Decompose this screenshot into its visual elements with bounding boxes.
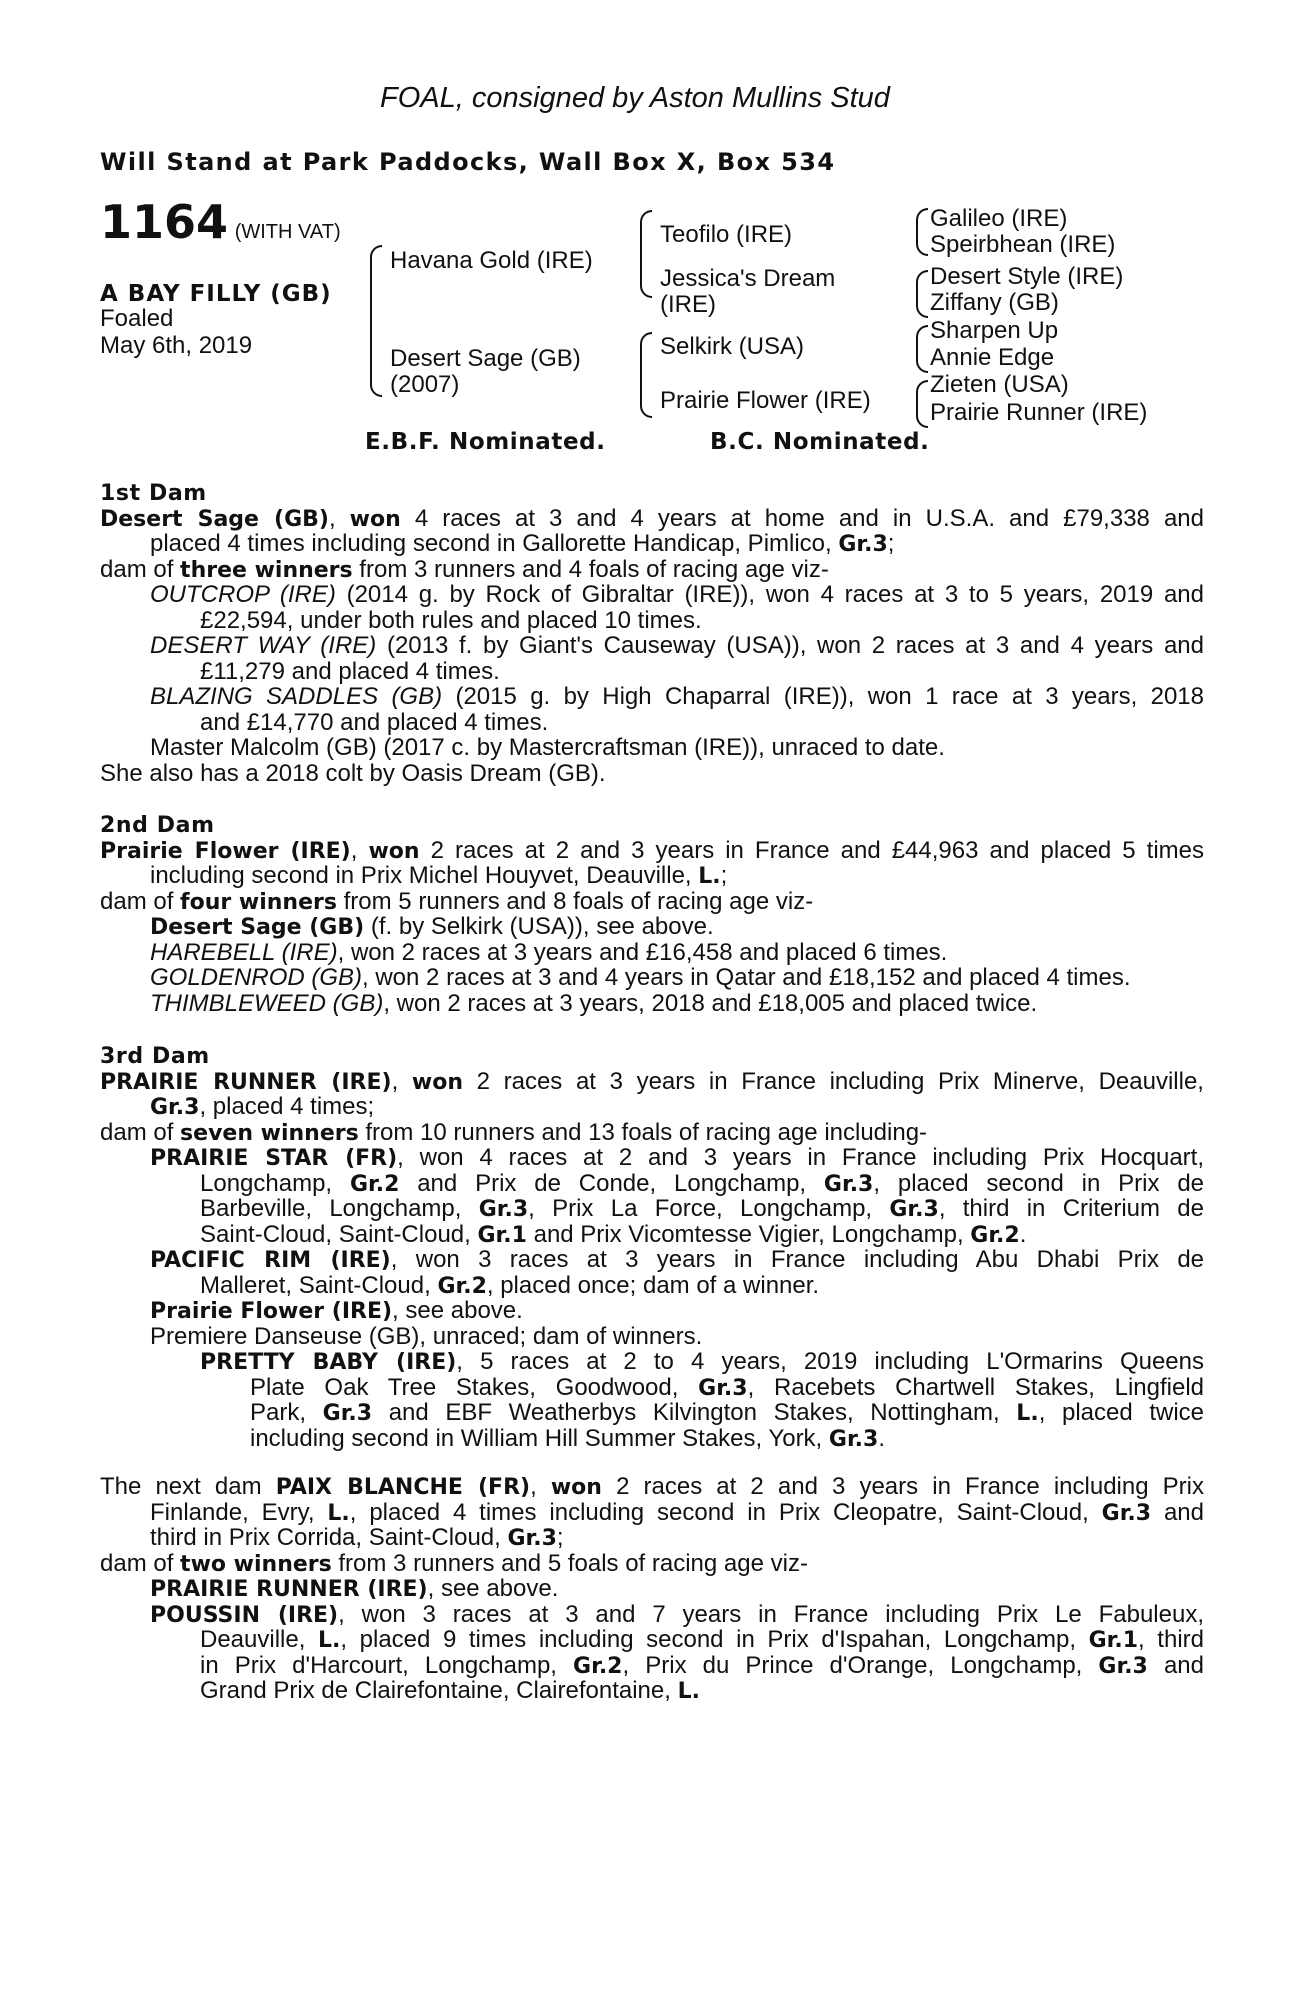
pedigree-brace-dd (916, 380, 928, 428)
first-dam-section: 1st Dam Desert Sage (GB), won 4 races at 3 and 4 years at home and in U.S.A. and £79,338 and placed 4 times including second in Gallorette Handicap, Pimlico, Gr.3; dam of three winners from 3 runners and 4 foals of racing age viz- OUTCROP (IRE) (2014 g. by Rock of Gibraltar (IRE)), won 4 races at 3 to 5 years, 2019 and £22,594, under both rules and placed 10 times. DESERT WAY (IRE) (2013 f. by Giant's Causeway (USA)), won 2 races at 3 and 4 years and £11,279 and placed 4 times. BLAZING SADDLES (GB) (2015 g. by High Chaparral (IRE)), won 1 race at 3 years, 2018 and £14,770 and placed 4 times. Master Malcolm (GB) (2017 c. by Mastercraftsman (IRE)), unraced to date. She also has a 2018 colt by Oasis Dream (GB). (100, 481, 1205, 787)
pedigree-dd: Prairie Flower (IRE) (660, 387, 871, 414)
foaled-date: May 6th, 2019 (100, 332, 253, 359)
text: including second in William Hill Summer Stakes, York, (250, 1424, 829, 1452)
text: Finlande, Evry, (150, 1498, 328, 1526)
grade-label: Gr.3 (828, 1426, 879, 1452)
pedigree-dds: Zieten (USA) (930, 371, 1069, 398)
text: , placed 4 times including second in Prix Cleopatre, Saint-Cloud, (349, 1498, 1102, 1526)
progeny-record: , 5 races at 2 to 4 years, 2019 including L'Ormarins Queens (456, 1348, 1205, 1375)
text: Saint-Cloud, Saint-Cloud, (200, 1220, 478, 1248)
vat-label: (WITH VAT) (234, 221, 341, 243)
progeny-name: GOLDENROD (GB) (150, 964, 363, 991)
progeny-record-cont: £22,594, under both rules and placed 10 times. (200, 606, 702, 634)
third-dam-name: PRAIRIE RUNNER (IRE) (100, 1069, 392, 1095)
text: . (1019, 1220, 1027, 1248)
winners-count: seven winners (180, 1120, 359, 1146)
progeny-name: DESERT WAY (IRE) (150, 632, 377, 659)
pedigree-brace-main (370, 245, 382, 397)
grade-label: L. (698, 864, 721, 889)
grade-label: Gr.1 (477, 1222, 527, 1248)
pedigree-dam-year: (2007) (390, 371, 460, 398)
punct: ; (720, 862, 728, 889)
grade-label: L. (677, 1679, 700, 1704)
pedigree-sd: Jessica's Dream (660, 265, 836, 292)
text: Deauville, (200, 1626, 318, 1653)
grade-label: Gr.3 (1101, 1500, 1152, 1526)
text: , placed twice (1038, 1399, 1205, 1426)
text: third in Prix Corrida, Saint-Cloud, (150, 1524, 508, 1551)
first-dam-heading: 1st Dam (100, 481, 207, 506)
third-dam-section: 3rd Dam PRAIRIE RUNNER (IRE), won 2 races at 3 years in France including Prix Minerve, Deauville, Gr.3, placed 4 times; dam of seven winners from 10 runners and 13 foals of racing age including- PRAIRIE STAR (FR), won 4 races at 2 and 3 years in France including Prix Hocquart, Longchamp, Gr.2 and Prix de Conde, Longchamp, Gr.3, placed second in Prix de Barbeville, Longchamp, Gr.3, Prix La Force, Longchamp, Gr.3, third in Criterium de Saint-Cloud, Saint-Cloud, Gr.1 and Prix Vicomtesse Vigier, Longchamp, Gr.2. PACIFIC RIM (IRE), won 3 races at 3 years in France including Abu Dhabi Prix de Malleret, Saint-Cloud, Gr.2, placed once; dam of a winner. Prairie Flower (IRE), see above. Premiere Danseuse (GB), unraced; dam of winners. PRETTY BABY (IRE), 5 races at 2 to 4 years, 2019 including L'Ormarins Queens Plate Oak Tree Stakes, Goodwood, Gr.3, Racebets Chartwell Stakes, Lingfield Park, Gr.3 and EBF Weatherbys Kilvington Stakes, Nottingham, L., placed twice including second in William Hill Summer Stakes, York, Gr.3. (100, 1044, 1205, 1452)
progeny-note: She also has a 2018 colt by Oasis Dream (GB). (100, 759, 606, 787)
dam-of-label: dam of (100, 887, 181, 915)
progeny-name: PRAIRIE STAR (FR) (150, 1146, 398, 1171)
progeny-name: OUTCROP (IRE) (150, 581, 336, 608)
text: , Racebets Chartwell Stakes, Lingfield (747, 1373, 1205, 1401)
grade-label: Gr.3 (150, 1095, 200, 1120)
progeny-name: Desert Sage (GB) (150, 915, 365, 940)
pedigree-sd-suffix: (IRE) (660, 291, 716, 318)
third-dam-record: 2 races at 3 years in France including Prix Minerve, Deauville, (462, 1067, 1204, 1095)
grade-label: Gr.1 (1088, 1628, 1139, 1653)
pedigree-dam: Desert Sage (GB) (390, 345, 581, 372)
grade-label: Gr.3 (698, 1375, 748, 1401)
pedigree-dss: Sharpen Up (930, 317, 1059, 344)
punct: ; (887, 530, 895, 557)
progeny-name: PRAIRIE RUNNER (IRE) (150, 1577, 428, 1602)
grade-label: Gr.3 (322, 1401, 373, 1426)
text: , placed once; dam of a winner. (486, 1271, 820, 1299)
pedigree-brace-dam (640, 332, 652, 418)
text: Plate Oak Tree Stakes, Goodwood, (250, 1373, 699, 1401)
lot-number-row (100, 195, 341, 249)
text: , third in Criterium de (938, 1195, 1204, 1222)
progeny-record-cont: and £14,770 and placed 4 times. (200, 708, 549, 736)
grade-label: Gr.3 (823, 1171, 874, 1197)
dam-of-label: dam of (100, 1118, 181, 1146)
location-line: Will Stand at Park Paddocks, Wall Box X, Box 534 (100, 148, 836, 176)
lot-description: A BAY FILLY (GB) (100, 281, 332, 307)
text: Longchamp, (200, 1169, 350, 1197)
text: Grand Prix de Clairefontaine, Clairefontaine, (200, 1677, 678, 1704)
grade-label: Gr.2 (349, 1171, 400, 1197)
progeny-name: HAREBELL (IRE) (150, 938, 338, 966)
progeny-record: Premiere Danseuse (GB), unraced; dam of winners. (150, 1322, 703, 1350)
second-dam-record: 2 races at 2 and 3 years in France and £44,963 and placed 5 times (419, 836, 1204, 864)
progeny-unraced: Master Malcolm (GB) (2017 c. by Mastercraftsman (IRE)), unraced to date. (150, 734, 945, 761)
progeny-name: POUSSIN (IRE) (150, 1602, 339, 1628)
text: The next dam (100, 1473, 276, 1500)
progeny-record: , won 2 races at 3 years and £16,458 and placed 6 times. (337, 938, 948, 966)
text: and EBF Weatherbys Kilvington Stakes, Nottingham, (372, 1399, 1017, 1426)
pedigree-dsd: Annie Edge (930, 344, 1055, 371)
first-dam-placed: placed 4 times including second in Gallorette Handicap, Pimlico, (150, 530, 839, 557)
progeny-record: (2013 f. by Giant's Causeway (USA)), won 2 races at 3 and 4 years and (376, 632, 1205, 659)
pedigree-ss: Teofilo (IRE) (660, 221, 793, 248)
next-dam-name: PAIX BLANCHE (FR) (275, 1475, 531, 1500)
pedigree-sdd: Ziffany (GB) (930, 289, 1059, 316)
runners-text: from 10 runners and 13 foals of racing age including- (358, 1118, 928, 1146)
text: and (1147, 1651, 1204, 1679)
grade-label: Gr.3 (478, 1197, 529, 1222)
text: , Prix La Force, Longchamp, (528, 1195, 890, 1222)
won-label: won (411, 1069, 463, 1095)
text: in Prix d'Harcourt, Longchamp, (200, 1651, 574, 1679)
winners-count: two winners (180, 1551, 332, 1577)
progeny-record-cont: £11,279 and placed 4 times. (200, 657, 500, 685)
next-dam-record: 2 races at 2 and 3 years in France including Prix (601, 1473, 1204, 1500)
runners-text: from 3 runners and 4 foals of racing age viz- (352, 555, 829, 583)
runners-text: from 3 runners and 5 foals of racing age viz- (331, 1549, 808, 1577)
pedigree-sds: Desert Style (IRE) (930, 263, 1124, 290)
foaled-label: Foaled (100, 305, 174, 332)
progeny-record: , won 3 races at 3 and 7 years in France including Prix Le Fabuleux, (338, 1600, 1204, 1628)
progeny-record: (2014 g. by Rock of Gibraltar (IRE)), won 4 races at 3 to 5 years, 2019 and (335, 581, 1204, 608)
second-dam-placed: including second in Prix Michel Houyvet, Deauville, (150, 862, 699, 889)
pedigree-sire: Havana Gold (IRE) (390, 247, 593, 274)
runners-text: from 5 runners and 8 foals of racing age viz- (336, 887, 814, 915)
grade-label: Gr.3 (889, 1197, 939, 1222)
progeny-record: , won 4 races at 2 and 3 years in France including Prix Hocquart, (397, 1144, 1204, 1171)
text: and Prix de Conde, Longchamp, (399, 1169, 824, 1197)
text: Park, (250, 1399, 323, 1426)
progeny-record: , won 2 races at 3 and 4 years in Qatar and £18,152 and placed 4 times. (362, 964, 1131, 991)
text: ; (556, 1524, 564, 1551)
progeny-record: (2015 g. by High Chaparral (IRE)), won 1 race at 3 years, 2018 (442, 683, 1205, 710)
winners-count: four winners (180, 889, 337, 915)
text: and (1151, 1498, 1205, 1526)
progeny-record: , won 2 races at 3 years, 2018 and £18,005 and placed twice. (383, 989, 1038, 1017)
text: , placed second in Prix de (873, 1169, 1205, 1197)
progeny-name: PRETTY BABY (IRE) (200, 1350, 457, 1375)
bc-nominated: B.C. Nominated. (710, 429, 930, 455)
grade-label: Gr.2 (970, 1222, 1020, 1248)
first-dam-name: Desert Sage (GB) (100, 506, 329, 532)
grade-label: Gr.2 (437, 1273, 487, 1299)
text: , third (1138, 1626, 1204, 1653)
second-dam-name: Prairie Flower (IRE) (100, 838, 351, 864)
progeny-name: BLAZING SADDLES (GB) (150, 683, 443, 710)
pedigree-brace-ds (916, 325, 928, 373)
grade-label: Gr.3 (838, 532, 888, 557)
grade-label: L. (317, 1628, 341, 1653)
text: and Prix Vicomtesse Vigier, Longchamp, (526, 1220, 971, 1248)
won-label: won (368, 838, 420, 864)
third-dam-placed: , placed 4 times; (199, 1093, 375, 1120)
progeny-record: , see above. (392, 1297, 523, 1324)
progeny-name: Prairie Flower (IRE) (150, 1299, 393, 1324)
grade-label: Gr.3 (507, 1526, 557, 1551)
progeny-record: , see above. (427, 1575, 559, 1602)
grade-label: L. (1016, 1401, 1039, 1426)
grade-label: L. (327, 1500, 350, 1526)
dam-of-label: dam of (100, 1549, 181, 1577)
consignor-line: FOAL, consigned by Aston Mullins Stud (380, 82, 890, 114)
dam-of-label: dam of (100, 555, 181, 583)
winners-count: three winners (180, 557, 353, 583)
text: Barbeville, Longchamp, (200, 1195, 479, 1222)
pedigree-sss: Galileo (IRE) (930, 205, 1068, 232)
lot-number: 1164 (100, 195, 229, 249)
pedigree-ds: Selkirk (USA) (660, 333, 805, 360)
grade-label: Gr.3 (1098, 1653, 1148, 1679)
text: . (878, 1424, 886, 1452)
third-dam-heading: 3rd Dam (100, 1044, 210, 1069)
progeny-record: , won 3 races at 3 years in France including Abu Dhabi Prix de (390, 1246, 1205, 1273)
second-dam-section: 2nd Dam Prairie Flower (IRE), won 2 races at 2 and 3 years in France and £44,963 and placed 5 times including second in Prix Michel Houyvet, Deauville, L.; dam of four winners from 5 runners and 8 foals of racing age viz- Desert Sage (GB) (f. by Selkirk (USA)), see above. HAREBELL (IRE), won 2 races at 3 years and £16,458 and placed 6 times. GOLDENROD (GB), won 2 races at 3 and 4 years in Qatar and £18,152 and placed 4 times. THIMBLEWEED (GB), won 2 races at 3 years, 2018 and £18,005 and placed twice. (100, 813, 1204, 1017)
pedigree-ddd: Prairie Runner (IRE) (930, 399, 1148, 426)
pedigree-ssd: Speirbhean (IRE) (930, 231, 1116, 258)
progeny-name: THIMBLEWEED (GB) (150, 989, 384, 1017)
second-dam-heading: 2nd Dam (100, 813, 215, 838)
progeny-record: (f. by Selkirk (USA)), see above. (364, 913, 714, 940)
pedigree-brace-sd (916, 270, 928, 318)
pedigree-brace-ss (916, 208, 928, 256)
won-label: won (550, 1475, 602, 1500)
progeny-name: PACIFIC RIM (IRE) (150, 1248, 391, 1273)
text: , Prix du Prince d'Orange, Longchamp, (622, 1651, 1099, 1679)
text: Malleret, Saint-Cloud, (200, 1271, 438, 1299)
grade-label: Gr.2 (573, 1653, 623, 1679)
pedigree-brace-sire (640, 210, 652, 298)
won-label: won (349, 506, 401, 532)
next-dam-section: The next dam PAIX BLANCHE (FR), won 2 races at 2 and 3 years in France including Prix Finlande, Evry, L., placed 4 times including second in Prix Cleopatre, Saint-Cloud, Gr.3 and third in Prix Corrida, Saint-Cloud, Gr.3; dam of two winners from 3 runners and 5 foals of racing age viz- PRAIRIE RUNNER (IRE), see above. POUSSIN (IRE), won 3 races at 3 and 7 years in France including Prix Le Fabuleux, Deauville, L., placed 9 times including second in Prix d'Ispahan, Longchamp, Gr.1, third in Prix d'Harcourt, Longchamp, Gr.2, Prix du Prince d'Orange, Longchamp, Gr.3 and Grand Prix de Clairefontaine, Clairefontaine, L. (100, 1473, 1205, 1704)
text: , placed 9 times including second in Prix d'Ispahan, Longchamp, (340, 1626, 1089, 1653)
ebf-nominated: E.B.F. Nominated. (365, 429, 606, 455)
first-dam-record: 4 races at 3 and 4 years at home and in U.S.A. and £79,338 and (400, 504, 1204, 532)
